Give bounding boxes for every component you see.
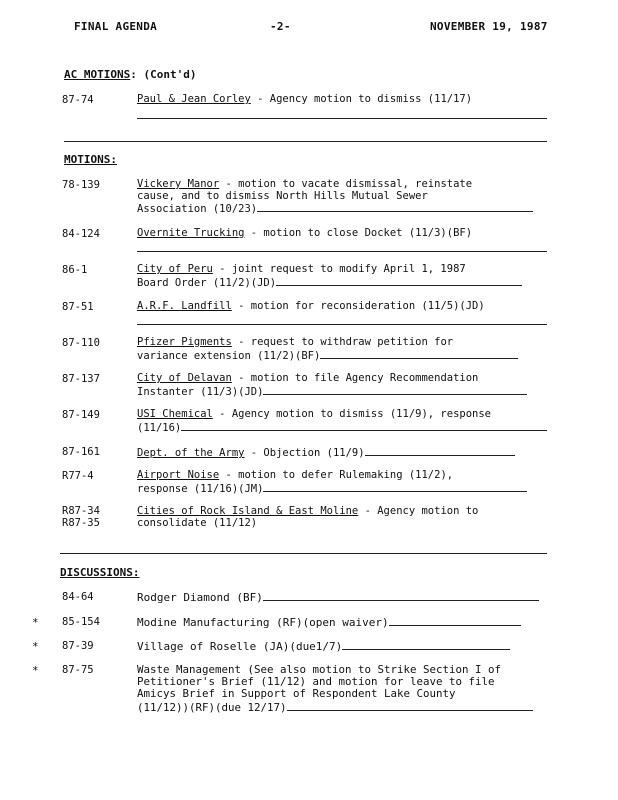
agenda-item-text: Rodger Diamond (BF) [137, 591, 547, 604]
item-number: 87-149 [62, 409, 100, 421]
agenda-item-text: Cities of Rock Island & East Moline - Agency motion to consolidate (11/12) [137, 505, 479, 529]
header-date: NOVEMBER 19, 1987 [430, 20, 548, 33]
section-divider [60, 553, 547, 554]
agenda-item-text: Village of Roselle (JA)(due1/7) [137, 640, 547, 653]
fill-line [137, 251, 547, 252]
fill-line [137, 324, 547, 325]
item-number: 86-1 [62, 264, 88, 276]
item-number: 84-64 [62, 591, 94, 603]
item-number: 85-154 [62, 616, 100, 628]
item-number: 87-161 [62, 446, 100, 458]
header-left: FINAL AGENDA [74, 20, 158, 33]
agenda-item-text: Modine Manufacturing (RF)(open waiver) [137, 616, 547, 629]
agenda-item-text: Paul & Jean Corley - Agency motion to dismiss (11/17) [137, 93, 473, 105]
discussions-heading: DISCUSSIONS: [60, 566, 140, 579]
agenda-item-text: A.R.F. Landfill - motion for reconsideration (11/5)(JD) [137, 300, 485, 312]
agenda-item-text: Overnite Trucking - motion to close Docket (11/3)(BF) [137, 227, 473, 239]
agenda-item-text: USI Chemical - Agency motion to dismiss (11/9), response (11/16) [137, 409, 547, 434]
section-divider [64, 141, 547, 142]
agenda-item-text: Dept. of the Army - Objection (11/9) [137, 446, 547, 460]
page-number: -2- [270, 20, 291, 33]
item-number: R77-4 [62, 470, 94, 482]
ac-motions-heading: AC MOTIONS: (Cont'd) [64, 68, 197, 81]
item-number: 87-110 [62, 337, 100, 349]
item-number: 78-139 [62, 179, 100, 191]
priority-marker: * [32, 640, 39, 653]
agenda-item-text: City of Delavan - motion to file Agency Recommendation Instanter (11/3)(JD) [137, 373, 547, 398]
agenda-item-text: Vickery Manor - motion to vacate dismissal, reinstate cause, and to dismiss North Hills Mutual Sewer Association (10/23) [137, 179, 547, 216]
item-number: R87-34 R87-35 [62, 505, 100, 529]
item-number: 87-137 [62, 373, 100, 385]
item-number: 87-75 [62, 664, 94, 676]
item-number: 87-74 [62, 94, 94, 106]
priority-marker: * [32, 616, 39, 629]
motions-heading: MOTIONS: [64, 153, 117, 166]
agenda-item-text: Waste Management (See also motion to Strike Section I of Petitioner's Brief (11/12) and motion for leave to file Amicys Brief in Support of Respondent Lake County (11/12))(RF)(due 12/17) [137, 664, 547, 714]
item-number: 87-39 [62, 640, 94, 652]
priority-marker: * [32, 664, 39, 677]
agenda-item-text: Pfizer Pigments - request to withdraw petition for variance extension (11/2)(BF) [137, 337, 547, 362]
agenda-item-text: Airport Noise - motion to defer Rulemaking (11/2), response (11/16)(JM) [137, 470, 547, 495]
item-number: 84-124 [62, 228, 100, 240]
item-number: 87-51 [62, 301, 94, 313]
fill-line [137, 118, 547, 119]
agenda-item-text: City of Peru - joint request to modify April 1, 1987 Board Order (11/2)(JD) [137, 264, 547, 289]
